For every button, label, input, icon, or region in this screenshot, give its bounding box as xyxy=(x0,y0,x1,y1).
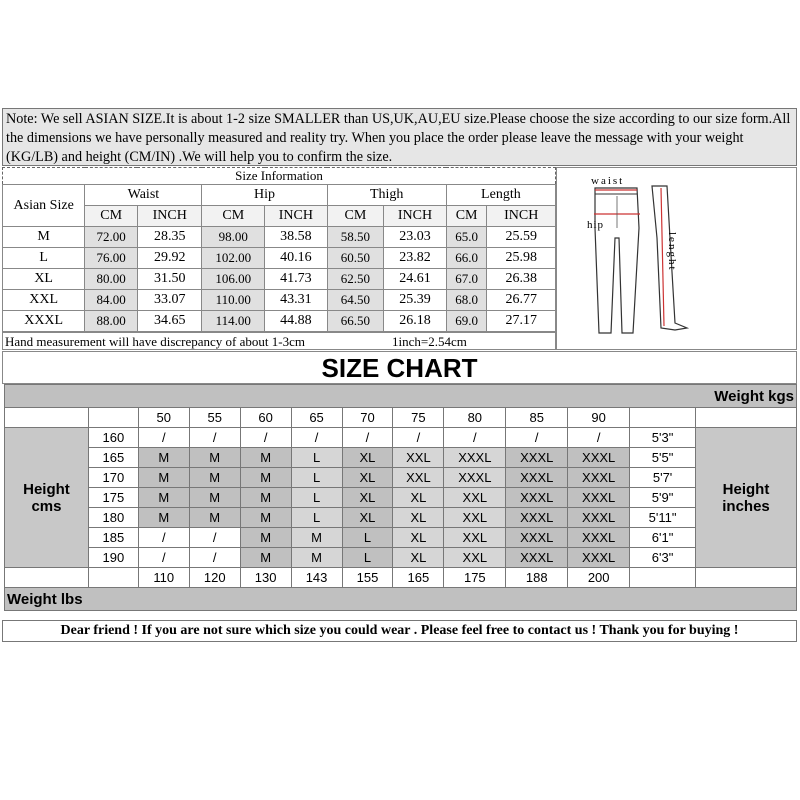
weight-lb-value: 155 xyxy=(342,568,393,588)
measurement-cell: 84.00 xyxy=(85,290,138,311)
unit-header: INCH xyxy=(384,206,447,227)
size-cell: XXXL xyxy=(444,468,506,488)
length-label: lenght xyxy=(666,232,678,272)
weight-kg-value: 90 xyxy=(568,408,630,428)
size-cell: / xyxy=(189,548,240,568)
size-cell: M xyxy=(240,488,291,508)
size-information-caption: Size Information xyxy=(3,168,556,185)
unit-header: CM xyxy=(85,206,138,227)
height-cm-value: 175 xyxy=(88,488,138,508)
measurement-cell: 27.17 xyxy=(487,311,556,332)
height-cms-label xyxy=(5,428,89,568)
size-cell: M xyxy=(240,528,291,548)
size-cell: M xyxy=(138,488,189,508)
measurement-cell: 67.0 xyxy=(446,269,487,290)
height-cms-label-line: cms xyxy=(31,497,62,515)
measurement-discrepancy-note: Hand measurement will have discrepancy of about 1-3cm xyxy=(5,334,305,349)
measurement-cell: 26.18 xyxy=(384,311,447,332)
measurement-cell: 24.61 xyxy=(384,269,447,290)
size-label: M xyxy=(3,227,85,248)
measurement-cell: 25.59 xyxy=(487,227,556,248)
height-cm-value: 190 xyxy=(88,548,138,568)
weight-kg-value: 55 xyxy=(189,408,240,428)
size-cell: M xyxy=(138,468,189,488)
size-cell: / xyxy=(342,428,393,448)
size-cell: XXXL xyxy=(568,448,630,468)
height-cms-label-line: Height xyxy=(23,480,70,498)
weight-kg-value: 80 xyxy=(444,408,506,428)
height-inch-value: 5'9" xyxy=(630,488,696,508)
unit-header: INCH xyxy=(487,206,556,227)
measurement-cell: 110.00 xyxy=(202,290,265,311)
measurement-cell: 102.00 xyxy=(202,248,265,269)
height-cm-value: 160 xyxy=(88,428,138,448)
size-cell: L xyxy=(342,528,393,548)
size-cell: XL xyxy=(342,508,393,528)
size-cell: XL xyxy=(342,448,393,468)
size-cell: XL xyxy=(393,488,444,508)
size-cell: / xyxy=(444,428,506,448)
inch-conversion-note: 1inch=2.54cm xyxy=(392,334,467,349)
weight-kg-value: 50 xyxy=(138,408,189,428)
measurement-cell: 25.98 xyxy=(487,248,556,269)
height-inch-value: 5'7' xyxy=(630,468,696,488)
measurement-cell: 80.00 xyxy=(85,269,138,290)
size-cell: XXXL xyxy=(568,468,630,488)
size-chart-row xyxy=(5,548,797,568)
measurement-cell: 68.0 xyxy=(446,290,487,311)
size-cell: M xyxy=(240,548,291,568)
size-cell: XXXL xyxy=(444,448,506,468)
measurement-cell: 23.03 xyxy=(384,227,447,248)
size-cell: M xyxy=(291,548,342,568)
size-cell: XXL xyxy=(393,468,444,488)
size-chart-row xyxy=(5,508,797,528)
weight-kg-value: 60 xyxy=(240,408,291,428)
size-chart-title: SIZE CHART xyxy=(2,351,797,384)
measurement-cell: 62.50 xyxy=(327,269,384,290)
size-chart-table xyxy=(4,384,797,611)
size-cell: M xyxy=(138,508,189,528)
weight-lb-value: 110 xyxy=(138,568,189,588)
size-cell: M xyxy=(189,488,240,508)
size-cell: M xyxy=(240,448,291,468)
size-cell: / xyxy=(506,428,568,448)
size-cell: / xyxy=(240,428,291,448)
measurement-cell: 23.82 xyxy=(384,248,447,269)
size-cell: L xyxy=(342,548,393,568)
blank-cell xyxy=(696,568,797,588)
height-cm-value: 165 xyxy=(88,448,138,468)
size-cell: XXXL xyxy=(506,548,568,568)
measurement-cell: 76.00 xyxy=(85,248,138,269)
height-cm-value: 170 xyxy=(88,468,138,488)
measurement-cell: 26.38 xyxy=(487,269,556,290)
hip-label: hip xyxy=(587,219,605,231)
measurement-cell: 66.0 xyxy=(446,248,487,269)
size-cell: M xyxy=(240,508,291,528)
measurement-cell: 40.16 xyxy=(265,248,328,269)
waist-header: Waist xyxy=(85,185,202,206)
measurement-cell: 43.31 xyxy=(265,290,328,311)
size-cell: XXL xyxy=(444,488,506,508)
blank-cell xyxy=(88,408,138,428)
size-cell: XXL xyxy=(444,508,506,528)
measurement-cell: 33.07 xyxy=(137,290,202,311)
length-header: Length xyxy=(446,185,555,206)
size-cell: / xyxy=(138,528,189,548)
size-info-footnote xyxy=(2,332,556,350)
size-cell: M xyxy=(189,448,240,468)
size-cell: XL xyxy=(393,548,444,568)
measurement-cell: 66.50 xyxy=(327,311,384,332)
size-label: XL xyxy=(3,269,85,290)
size-cell: XXXL xyxy=(568,528,630,548)
blank-cell xyxy=(630,408,696,428)
size-chart-row xyxy=(5,448,797,468)
contact-message: Dear friend ! If you are not sure which size you could wear . Please feel free to contact us ! Thank you for buying ! xyxy=(2,620,797,642)
size-cell: / xyxy=(568,428,630,448)
size-cell: M xyxy=(138,448,189,468)
size-label: L xyxy=(3,248,85,269)
blank-cell xyxy=(5,568,89,588)
size-cell: XXXL xyxy=(506,508,568,528)
measurement-cell: 38.58 xyxy=(265,227,328,248)
size-chart-row xyxy=(5,468,797,488)
weight-kg-value: 65 xyxy=(291,408,342,428)
measurement-cell: 98.00 xyxy=(202,227,265,248)
size-cell: XXL xyxy=(444,528,506,548)
height-inch-value: 5'5" xyxy=(630,448,696,468)
measurement-cell: 25.39 xyxy=(384,290,447,311)
height-inches-label-line: inches xyxy=(722,497,770,515)
size-cell: L xyxy=(291,488,342,508)
measurement-cell: 88.00 xyxy=(85,311,138,332)
size-cell: XL xyxy=(393,508,444,528)
unit-header: INCH xyxy=(265,206,328,227)
weight-lb-value: 188 xyxy=(506,568,568,588)
size-cell: XXXL xyxy=(506,448,568,468)
size-cell: XXXL xyxy=(568,488,630,508)
size-label: XXXL xyxy=(3,311,85,332)
size-cell: XXXL xyxy=(568,508,630,528)
size-info-row xyxy=(3,248,556,269)
weight-lb-value: 175 xyxy=(444,568,506,588)
size-cell: M xyxy=(291,528,342,548)
size-cell: M xyxy=(189,508,240,528)
unit-header: CM xyxy=(202,206,265,227)
size-cell: / xyxy=(393,428,444,448)
size-cell: L xyxy=(291,508,342,528)
height-inches-label-line: Height xyxy=(722,480,770,498)
height-inches-label xyxy=(696,428,797,568)
weight-kg-value: 85 xyxy=(506,408,568,428)
size-cell: XXXL xyxy=(506,488,568,508)
size-cell: XXXL xyxy=(568,548,630,568)
size-information-table xyxy=(2,167,556,332)
unit-header: CM xyxy=(327,206,384,227)
size-cell: L xyxy=(291,448,342,468)
size-cell: M xyxy=(240,468,291,488)
measurement-cell: 64.50 xyxy=(327,290,384,311)
size-chart-row xyxy=(5,488,797,508)
pants-measurement-diagram xyxy=(556,167,797,350)
size-cell: XXL xyxy=(393,448,444,468)
weight-lb-value: 143 xyxy=(291,568,342,588)
measurement-cell: 60.50 xyxy=(327,248,384,269)
measurement-cell: 41.73 xyxy=(265,269,328,290)
size-cell: XL xyxy=(393,528,444,548)
size-info-row xyxy=(3,311,556,332)
measurement-cell: 31.50 xyxy=(137,269,202,290)
blank-cell xyxy=(5,408,89,428)
measurement-cell: 65.0 xyxy=(446,227,487,248)
blank-cell xyxy=(88,568,138,588)
weight-lbs-label: Weight lbs xyxy=(5,588,797,611)
size-cell: / xyxy=(138,548,189,568)
size-cell: / xyxy=(189,428,240,448)
height-inch-value: 5'11" xyxy=(630,508,696,528)
size-cell: / xyxy=(189,528,240,548)
height-inch-value: 6'1" xyxy=(630,528,696,548)
size-cell: / xyxy=(291,428,342,448)
weight-lb-value: 130 xyxy=(240,568,291,588)
measurement-cell: 72.00 xyxy=(85,227,138,248)
kg-header-row xyxy=(5,408,797,428)
size-cell: XXXL xyxy=(506,528,568,548)
size-cell: XXXL xyxy=(506,468,568,488)
waist-label: waist xyxy=(591,175,625,187)
size-cell: L xyxy=(291,468,342,488)
asian-size-header: Asian Size xyxy=(3,185,85,227)
blank-cell xyxy=(630,568,696,588)
measurement-cell: 26.77 xyxy=(487,290,556,311)
measurement-cell: 44.88 xyxy=(265,311,328,332)
height-cm-value: 185 xyxy=(88,528,138,548)
measurement-cell: 106.00 xyxy=(202,269,265,290)
weight-kgs-label: Weight kgs xyxy=(5,385,797,408)
measurement-cell: 28.35 xyxy=(137,227,202,248)
weight-kg-value: 75 xyxy=(393,408,444,428)
size-chart-row xyxy=(5,528,797,548)
weight-lb-value: 165 xyxy=(393,568,444,588)
weight-lb-value: 200 xyxy=(568,568,630,588)
height-inch-value: 5'3" xyxy=(630,428,696,448)
size-label: XXL xyxy=(3,290,85,311)
size-cell: XL xyxy=(342,488,393,508)
height-cm-value: 180 xyxy=(88,508,138,528)
measurement-cell: 58.50 xyxy=(327,227,384,248)
measurement-cell: 29.92 xyxy=(137,248,202,269)
size-cell: XL xyxy=(342,468,393,488)
height-inch-value: 6'3" xyxy=(630,548,696,568)
size-note: Note: We sell ASIAN SIZE.It is about 1-2 size SMALLER than US,UK,AU,EU size.Please choose the size according to our size form.All the dimensions we have personally measured and reality try. When you place the order please leave the message with your weight (KG/LB) and height (CM/IN) .We will help you to confirm the size. xyxy=(2,108,797,166)
pants-illustration xyxy=(557,168,796,349)
measurement-cell: 34.65 xyxy=(137,311,202,332)
unit-header: INCH xyxy=(137,206,202,227)
weight-kg-value: 70 xyxy=(342,408,393,428)
blank-cell xyxy=(696,408,797,428)
measurement-cell: 69.0 xyxy=(446,311,487,332)
weight-lb-value: 120 xyxy=(189,568,240,588)
size-cell: M xyxy=(189,468,240,488)
measurement-cell: 114.00 xyxy=(202,311,265,332)
lbs-row xyxy=(5,568,797,588)
size-info-row xyxy=(3,227,556,248)
size-info-row xyxy=(3,269,556,290)
size-info-row xyxy=(3,290,556,311)
size-cell: / xyxy=(138,428,189,448)
thigh-header: Thigh xyxy=(327,185,446,206)
size-cell: XXL xyxy=(444,548,506,568)
unit-header: CM xyxy=(446,206,487,227)
size-chart-row xyxy=(5,428,797,448)
hip-header: Hip xyxy=(202,185,327,206)
